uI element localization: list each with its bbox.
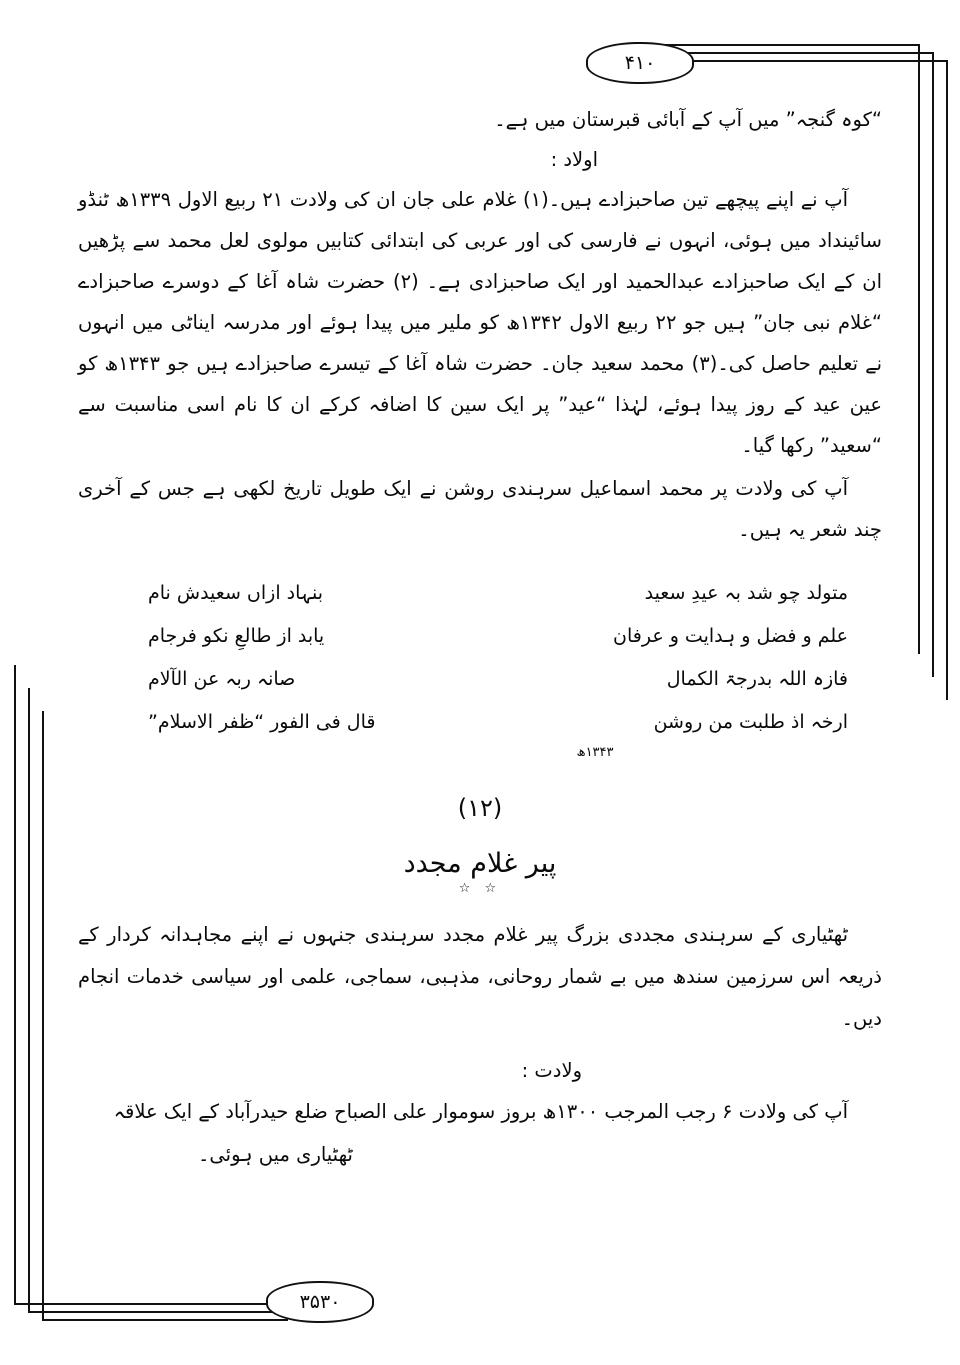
- couplet-row: [78, 701, 882, 744]
- chapter-number: (۱۲): [457, 794, 503, 823]
- frame-border-line: [42, 1319, 288, 1321]
- page-number-top-value: ۴۱۰: [624, 52, 656, 74]
- star-ornament-icon: ☆ ☆: [458, 881, 502, 897]
- frame-border-line: [28, 688, 30, 1313]
- couplet-hemistich-right: ارخہ اذ طلبت من روشن: [653, 710, 848, 733]
- frame-border-line: [14, 665, 16, 1305]
- section-heading-birth: ولادت :: [521, 1059, 582, 1083]
- text-column: [78, 100, 882, 1176]
- frame-border-line: [664, 44, 920, 46]
- paragraph-children: آپ نے اپنے پیچھے تین صاحبزادے ہیں۔(۱) غلام علی جان ان کی ولادت ۲۱ ربیع الاول ۱۳۳۹ھ ٹنڈو سائینداد میں ہوئی، انہوں نے فارسی کی اور عربی کی ابتدائی کتابیں مولوی لعل محمد سے پڑھیں ان کے ایک صاحبزادے عبدالحمید اور ایک صاحبزادی ہے۔ (۲) حضرت شاہ آغا کے دوسرے صاحبزادے “غلام نبی جان” ہیں جو ۲۲ ربیع الاول ۱۳۴۲ھ کو ملیر میں پیدا ہوئے اور مدرسہ ایناٹی میں انہوں نے تعلیم حاصل کی۔(۳) محمد سعید جان۔ حضرت شاہ آغا کے تیسرے صاحبزادے ہیں جو ۱۳۴۳ھ کو عین عید کے روز پیدا ہوئے، لہٰذا “عید” پر ایک سین کا اضافہ کرکے ان کا نام اسی مناسبت سے “سعید” رکھا گیا۔: [78, 188, 883, 457]
- frame-border-line: [946, 60, 948, 700]
- chapter-body: [78, 914, 882, 1176]
- chapter-title: پیر غلام مجدد: [403, 848, 557, 880]
- paragraph-birth: آپ کی ولادت ۶ رجب المرجب ۱۳۰۰ھ بروز سوموار علی الصباح ضلع حیدرآباد کے ایک علاقہ: [113, 1100, 848, 1124]
- frame-border-line: [14, 1303, 284, 1305]
- frame-border-line: [42, 711, 44, 1321]
- page-number-top: [586, 42, 694, 84]
- couplet-hemistich-left: بنہاد ازاں سعیدش نام: [148, 582, 324, 605]
- frame-border-line: [666, 52, 934, 54]
- couplet-date: ۱۳۴۳ھ: [576, 745, 614, 761]
- paragraph-poem-intro: آپ کی ولادت پر محمد اسماعیل سرہندی روشن نے ایک طویل تاریخ لکھی ہے جس کے آخری چند شعر یہ ہیں۔: [78, 476, 882, 541]
- paragraph-birth-tail: ٹھٹیاری میں ہوئی۔: [198, 1143, 353, 1167]
- couplet-hemistich-right: فازہ اللہ بدرجۃ الکمال: [666, 667, 848, 690]
- couplet-hemistich-right: علم و فضل و ہدایت و عرفان: [613, 625, 848, 648]
- frame-border-line: [28, 1311, 286, 1313]
- paragraph-intro: ٹھٹیاری کے سرہندی مجددی بزرگ پیر غلام مجدد سرہندی جنہوں نے اپنے مجاہدانہ کردار کے ذریعہ اس سرزمین سندھ میں بے شمار روحانی، مذہبی، سماجی، علمی اور سیاسی خدمات انجام دیں۔: [78, 923, 882, 1031]
- persian-couplets: [78, 572, 882, 760]
- page-number-bottom: [266, 1281, 374, 1323]
- couplet-hemistich-left: صانہ ربہ عن الآلام: [148, 667, 296, 690]
- section-heading-children: اولاد :: [550, 148, 598, 171]
- couplet-row: [78, 658, 882, 701]
- couplet-row: [78, 572, 882, 615]
- opening-line: “کوہ گنجہ” میں آپ کے آبائی قبرستان میں ہے۔: [494, 108, 882, 131]
- frame-border-line: [668, 60, 948, 62]
- couplet-hemistich-left: یابد از طالعِ نکو فرجام: [148, 625, 325, 648]
- page-number-bottom-value: ۳۵۳۰: [299, 1291, 341, 1313]
- frame-border-line: [932, 52, 934, 677]
- frame-border-line: [918, 44, 920, 654]
- couplet-hemistich-left: قال فی الفور “ظفر الاسلام”: [148, 710, 376, 733]
- couplet-hemistich-right: متولد چو شد بہ عیدِ سعید: [644, 582, 848, 605]
- couplet-row: [78, 615, 882, 658]
